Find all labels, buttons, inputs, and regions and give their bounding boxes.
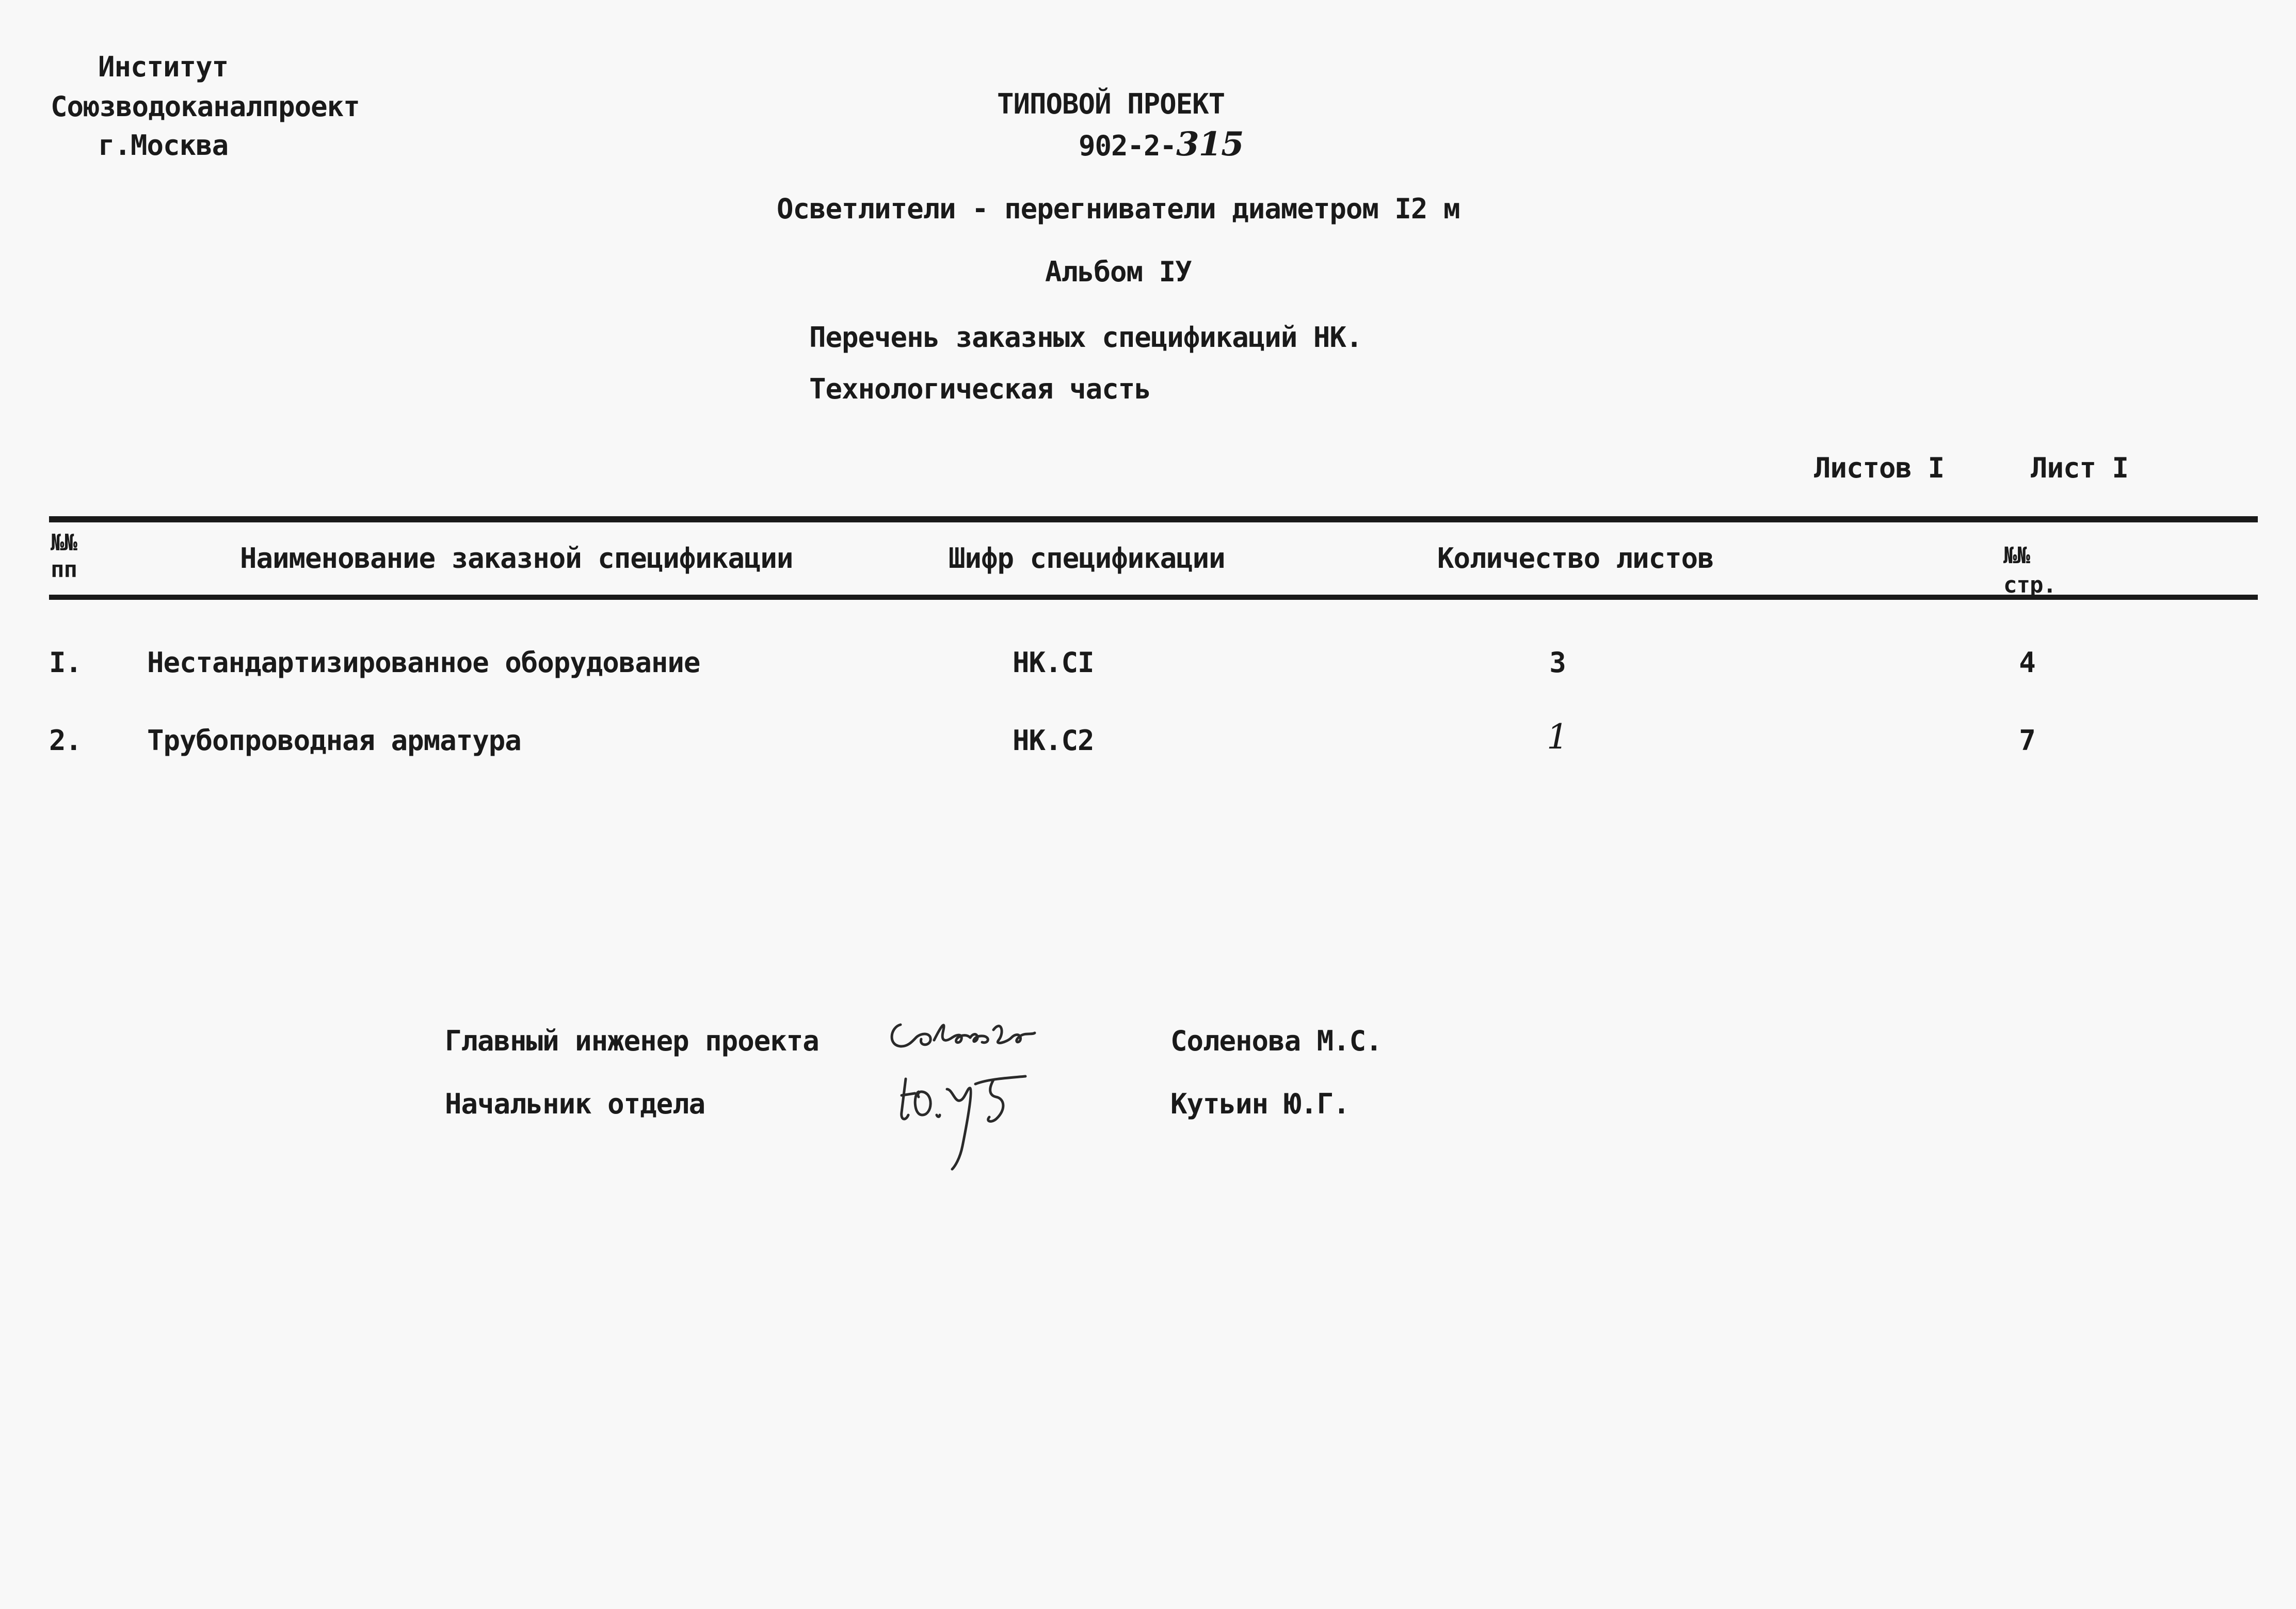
row-num: I. [49,646,82,679]
signature-role-department-head: Начальник отдела [445,1088,705,1120]
row-code: НК.СI [1013,646,1094,679]
row-name: Трубопроводная арматура [147,724,521,757]
project-number-handwritten: 315 [1176,125,1244,164]
album-label: Альбом IУ [1045,256,1192,288]
header-code: Шифр спецификации [949,542,1225,575]
section-title: Технологическая часть [809,373,1151,405]
document-title: Осветлители - перегниватели диаметром I2 м [777,193,1460,225]
signature-name-chief-engineer: Соленова М.С. [1170,1025,1382,1057]
table-header-rule [49,595,2258,600]
header-num-line-2: пп [51,556,77,583]
header-page-line-1: №№ [2003,543,2030,569]
institute-line-3: г.Москва [98,129,229,162]
header-count: Количество листов [1437,542,1714,575]
project-label: ТИПОВОЙ ПРОЕКТ [997,88,1225,120]
table-top-rule [49,516,2258,522]
row-code: НК.С2 [1013,724,1094,757]
sheets-total: Листов I [1814,452,1945,484]
header-num-line-1: №№ [51,530,77,556]
project-number-printed: 902-2- [1079,130,1177,162]
row-page: 4 [2019,646,2035,679]
project-number [1079,125,1244,164]
sheet-current: Лист I [2031,452,2129,484]
row-count: 1 [1547,717,1568,757]
institute-line-1: Институт [98,51,229,83]
signature-role-chief-engineer: Главный инженер проекта [445,1025,819,1057]
header-page-line-2: стр. [2003,572,2056,598]
row-num: 2. [49,724,82,757]
header-name: Наименование заказной спецификации [240,542,793,575]
row-name: Нестандартизированное оборудование [147,646,700,679]
institute-line-2: Союзводоканалпроект [51,90,360,123]
signature-chief-engineer [885,1009,1081,1066]
row-page: 7 [2019,724,2035,757]
list-title: Перечень заказных спецификаций НК. [809,321,1362,354]
row-count: 3 [1549,646,1566,679]
signature-department-head [890,1063,1045,1177]
signature-name-department-head: Кутьин Ю.Г. [1170,1088,1350,1120]
